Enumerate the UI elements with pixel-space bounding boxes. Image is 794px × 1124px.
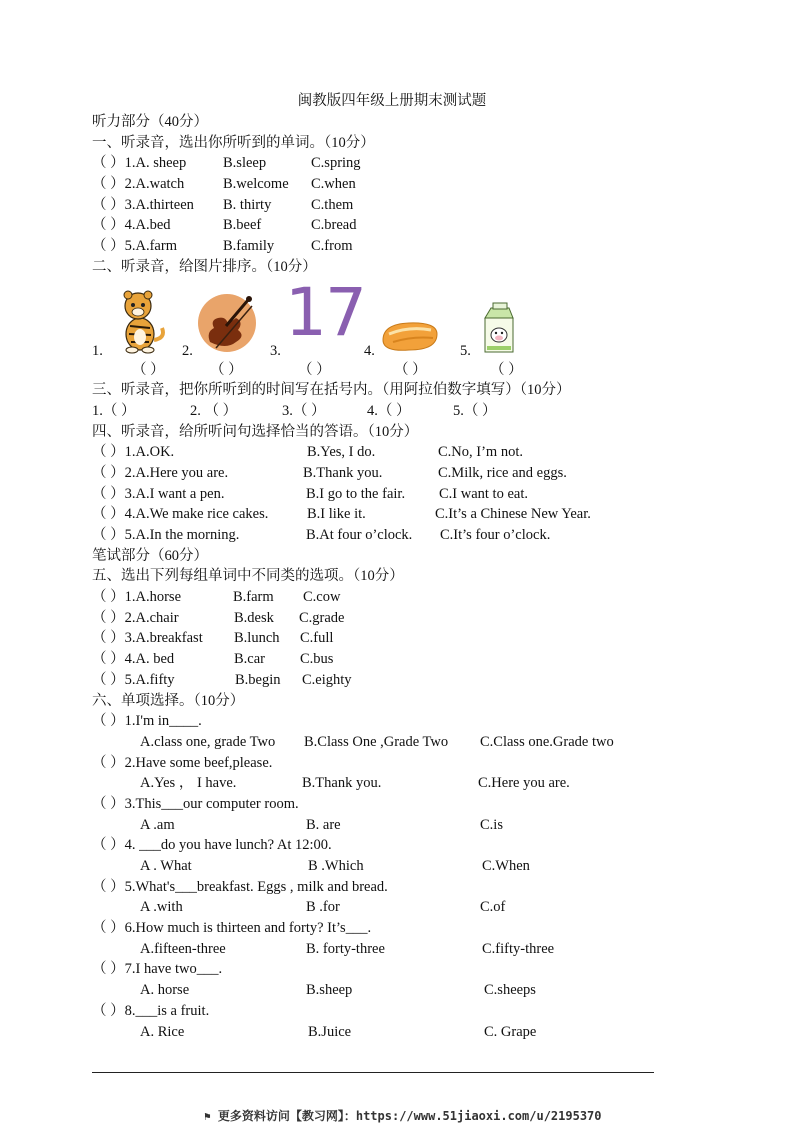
option-b: B.sheep [306,982,353,999]
s1-row-2 [92,174,712,195]
s6-question-2: （ ）2.Have some beef,please. [92,754,273,771]
s6-options-6 [92,939,712,960]
pic-number-2: 2. [182,342,193,359]
question: （ ）5.A.In the morning. [92,527,240,543]
s6-question-6: （ ）6.How much is thirteen and forty? It’s___. [92,920,372,937]
time-slot-1: 1.（ ） [92,402,136,419]
option-c: C.bus [300,651,334,668]
question: （ ）4.A.bed [92,217,171,234]
option-b: B.begin [235,671,281,688]
option-c: C.full [300,630,334,647]
question: （ ）3.A.I want a pen. [92,485,225,502]
question: （ ）1.A.horse [92,589,182,606]
bread-icon [379,318,441,354]
option-a: A. Rice [140,1023,185,1040]
option-b: B.I go to the fair. [306,485,406,502]
option-c: C.It’s four o’clock. [440,527,551,543]
question: （ ）5.A.farm [92,238,177,255]
exam-title: 闽教版四年级上册期末测试题 [297,93,487,109]
section-2-heading: 二、听录音，给图片排序。（10分） [92,258,317,275]
seventeen-number: 17 [285,273,365,351]
s6-options-4 [92,856,712,877]
option-a: A .with [140,899,183,916]
answer-slot-1: （ ） [132,361,165,378]
option-c: C.bread [311,217,357,234]
time-slot-2: 2. （ ） [190,402,238,419]
s5-row-4 [92,649,712,670]
option-c: C.of [480,899,506,916]
milk-carton-icon [481,302,517,354]
s6-question-3: （ ）3.This___our computer room. [92,795,299,812]
option-c: C.Class one.Grade two [480,733,614,750]
option-b: B.At four o’clock. [306,527,413,543]
option-b: B .Which [308,858,364,874]
s4-row-2 [92,463,712,484]
option-c: C.when [311,176,356,193]
answer-slot-4: （ ） [394,361,427,378]
s1-row-1 [92,153,712,174]
time-slot-5: 5.（ ） [453,402,497,419]
s4-row-1 [92,442,712,463]
option-c: C.It’s a Chinese New Year. [435,506,591,523]
option-c: C.cow [303,589,341,606]
s6-question-1: （ ）1.I'm in____. [92,713,202,730]
option-a: A .am [140,816,175,833]
question: （ ）4.A.We make rice cakes. [92,506,269,523]
footer [204,1107,602,1124]
option-b: B.Thank you. [303,464,383,481]
option-c: C.eighty [302,671,352,688]
option-b: B.lunch [234,630,280,647]
option-c: C.When [482,858,530,874]
answer-slot-2: （ ） [210,361,243,378]
s5-row-3 [92,628,712,649]
option-a: A. horse [140,982,190,999]
pic-number-5: 5. [460,342,471,359]
option-c: C.Here you are. [478,775,570,792]
option-b: B. are [306,816,341,833]
pic-number-1: 1. [92,342,103,359]
option-b: B .for [306,899,340,916]
flag-icon: ⚑ [204,1110,211,1123]
section-5-heading: 五、选出下列每组单词中不同类的选项。（10分） [92,568,404,585]
s6-options-1 [92,732,712,753]
question: （ ）2.A.watch [92,176,185,193]
question: （ ）5.A.fifty [92,671,175,688]
option-b: B.family [223,238,275,255]
question: （ ）1.A.OK. [92,444,175,461]
section-4-heading: 四、听录音，给所听问句选择恰当的答语。（10分） [92,423,419,440]
section-1-heading: 一、听录音，选出你所听到的单词。（10分） [92,134,375,151]
s1-row-4 [92,215,712,236]
picture-row [92,273,712,360]
option-c: C.grade [299,609,345,626]
option-b: B.Yes, I do. [307,444,376,461]
option-c: C.sheeps [484,982,536,999]
option-b: B.farm [233,589,274,606]
option-b: B.welcome [223,176,289,193]
option-b: B. thirty [223,196,272,213]
s6-question-8: （ ）8.___is a fruit. [92,1002,210,1019]
s6-options-7 [92,980,712,1001]
option-a: A.fifteen-three [140,940,226,957]
option-c: C.I want to eat. [439,485,528,502]
listening-header: 听力部分（40分） [92,114,208,130]
bottom-divider [92,1072,654,1073]
option-b: B.car [234,651,265,668]
s6-question-7: （ ）7.I have two___. [92,961,223,978]
option-c: C.them [311,196,354,213]
option-b: B.I like it. [307,506,366,523]
section-3-heading: 三、听录音，把你所听到的时间写在括号内。（用阿拉伯数字填写）（10分） [92,382,571,399]
time-slot-4: 4.（ ） [367,402,411,419]
s6-options-3 [92,815,712,836]
s4-row-3 [92,484,712,505]
option-b: B.Thank you. [302,775,382,792]
option-c: C.Milk, rice and eggs. [438,464,567,481]
s6-options-2 [92,773,712,794]
option-c: C.from [311,238,353,255]
exam-page [92,90,712,1042]
s5-row-5 [92,670,712,691]
s1-row-5 [92,236,712,257]
answer-slot-5: （ ） [490,361,523,378]
option-c: C. Grape [484,1023,537,1040]
written-header: 笔试部分（60分） [92,547,208,564]
question: （ ）3.A.breakfast [92,630,203,647]
time-answer-row [92,401,712,422]
footer-link-text[interactable]: 更多资料访问【教习网】：https://www.51jiaoxi.com/u/2195370 [217,1109,602,1123]
s6-question-5: （ ）5.What's___breakfast. Eggs , milk and bread. [92,878,388,895]
picture-answer-row [92,360,712,381]
question: （ ）2.A.Here you are. [92,464,229,481]
option-c: C.No, I’m not. [438,444,523,461]
tiger-icon [110,288,170,354]
violin-icon [196,292,258,354]
option-c: C.fifty-three [482,940,555,957]
s4-row-4 [92,504,712,525]
option-a: A.class one, grade Two [140,733,276,750]
option-a: A.Yes ， I have. [140,775,237,792]
option-b: B.beef [223,217,262,234]
option-b: B.desk [234,609,274,626]
s5-row-2 [92,608,712,629]
s6-question-4: （ ）4. ___do you have lunch? At 12:00. [92,837,332,854]
option-c: C.spring [311,155,361,172]
pic-number-4: 4. [364,342,375,359]
section-6-heading: 六、单项选择。（10分） [92,692,245,709]
pic-number-3: 3. [270,342,281,359]
question: （ ）4.A. bed [92,651,175,668]
s6-options-8 [92,1022,712,1043]
s6-options-5 [92,897,712,918]
option-c: C.is [480,816,503,833]
s1-row-3 [92,195,712,216]
option-b: B.Class One ,Grade Two [304,733,449,750]
option-b: B. forty-three [306,940,385,957]
s5-row-1 [92,587,712,608]
option-b: B.sleep [223,155,267,172]
option-b: B.Juice [308,1023,352,1040]
question: （ ）1.A. sheep [92,155,187,172]
question: （ ）2.A.chair [92,609,179,626]
time-slot-3: 3.（ ） [282,402,326,419]
answer-slot-3: （ ） [298,361,331,378]
option-a: A . What [140,858,192,874]
s4-row-5 [92,525,712,546]
question: （ ）3.A.thirteen [92,196,194,213]
